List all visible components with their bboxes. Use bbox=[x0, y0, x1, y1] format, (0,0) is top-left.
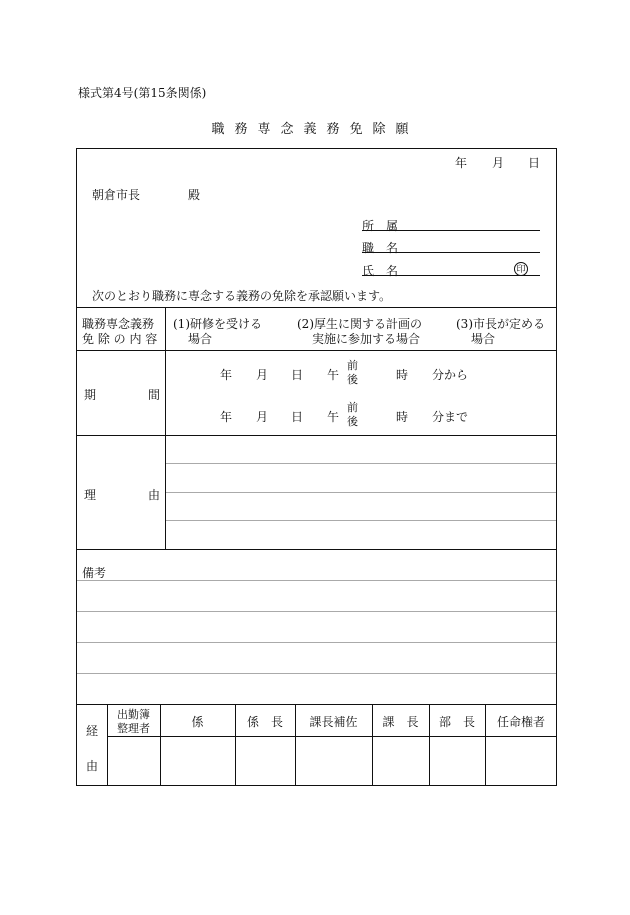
to-noon: 午 bbox=[327, 410, 340, 424]
position-label: 職 名 bbox=[362, 241, 399, 255]
name-field[interactable] bbox=[362, 275, 540, 276]
divider bbox=[76, 307, 557, 308]
signature-cell-department-head[interactable] bbox=[430, 737, 485, 785]
to-year: 年 bbox=[220, 410, 233, 424]
reason-line[interactable] bbox=[166, 463, 556, 464]
from-am[interactable]: 前 bbox=[347, 359, 358, 372]
reason-label-right: 由 bbox=[148, 488, 161, 502]
to-am[interactable]: 前 bbox=[347, 401, 358, 414]
affiliation-field[interactable] bbox=[362, 230, 540, 231]
addressee-honorific: 殿 bbox=[188, 188, 201, 202]
routing-header-staff: 係 bbox=[191, 715, 204, 729]
option-1-line2: 場合 bbox=[188, 332, 213, 346]
reason-line[interactable] bbox=[166, 492, 556, 493]
date-year: 年 bbox=[455, 156, 468, 170]
exemption-label-line2: 免 除 の 内 容 bbox=[82, 332, 158, 346]
signature-cell-staff[interactable] bbox=[161, 737, 235, 785]
page-title: 職務専念義務免除願 bbox=[211, 122, 419, 137]
position-field[interactable] bbox=[362, 252, 540, 253]
from-hour: 時 bbox=[396, 368, 409, 382]
to-day: 日 bbox=[291, 410, 304, 424]
from-pm[interactable]: 後 bbox=[347, 373, 358, 386]
reason-label-left: 理 bbox=[84, 488, 97, 502]
to-month: 月 bbox=[256, 410, 269, 424]
from-minute: 分から bbox=[432, 368, 469, 382]
signature-cell-assistant-manager[interactable] bbox=[296, 737, 372, 785]
from-year: 年 bbox=[220, 368, 233, 382]
divider bbox=[76, 549, 557, 550]
from-day: 日 bbox=[291, 368, 304, 382]
date-month: 月 bbox=[492, 156, 505, 170]
option-2-line2: 実施に参加する場合 bbox=[312, 332, 421, 346]
remarks-line[interactable] bbox=[77, 611, 556, 612]
addressee-name: 朝倉市長 bbox=[92, 188, 141, 202]
routing-header-department-head: 部 長 bbox=[438, 715, 475, 729]
signature-cell-attendance[interactable] bbox=[108, 737, 160, 785]
routing-header-appointing-authority: 任命権者 bbox=[496, 715, 545, 729]
exemption-label-line1: 職務専念義務 bbox=[82, 317, 155, 331]
remarks-line[interactable] bbox=[77, 642, 556, 643]
routing-header-attendance-line2: 整理者 bbox=[117, 722, 150, 735]
form-frame bbox=[76, 148, 557, 786]
divider bbox=[76, 435, 557, 436]
reason-line[interactable] bbox=[166, 520, 556, 521]
signature-cell-section-manager[interactable] bbox=[373, 737, 429, 785]
routing-header-chief: 係 長 bbox=[246, 715, 283, 729]
to-pm[interactable]: 後 bbox=[347, 415, 358, 428]
routing-label-bottom: 由 bbox=[86, 759, 99, 773]
name-label: 氏 名 bbox=[362, 264, 399, 278]
option-3-line1[interactable]: (3)市長が定める bbox=[456, 317, 545, 331]
option-2-line1[interactable]: (2)厚生に関する計画の bbox=[297, 317, 422, 331]
remarks-line[interactable] bbox=[77, 580, 556, 581]
request-text: 次のとおり職務に専念する義務の免除を承認願います。 bbox=[92, 289, 392, 303]
routing-header-assistant-manager: 課長補佐 bbox=[309, 715, 358, 729]
routing-header-attendance-line1: 出勤簿 bbox=[117, 708, 150, 721]
divider bbox=[76, 350, 557, 351]
form-number: 様式第4号(第15条関係) bbox=[78, 86, 207, 100]
routing-label-top: 経 bbox=[86, 724, 99, 738]
signature-cell-chief[interactable] bbox=[236, 737, 295, 785]
column-divider bbox=[165, 307, 166, 549]
option-1-line1[interactable]: (1)研修を受ける bbox=[173, 317, 262, 331]
date-day: 日 bbox=[528, 156, 541, 170]
remarks-line[interactable] bbox=[77, 673, 556, 674]
to-hour: 時 bbox=[396, 410, 409, 424]
to-minute: 分まで bbox=[432, 410, 469, 424]
affiliation-label: 所 属 bbox=[362, 219, 399, 233]
from-noon: 午 bbox=[327, 368, 340, 382]
routing-header-section-manager: 課 長 bbox=[382, 715, 419, 729]
option-3-line2: 場合 bbox=[471, 332, 496, 346]
period-label-right: 間 bbox=[148, 388, 161, 402]
from-month: 月 bbox=[256, 368, 269, 382]
period-label-left: 期 bbox=[84, 388, 97, 402]
signature-cell-appointing-authority[interactable] bbox=[486, 737, 556, 785]
seal-mark: 印 bbox=[514, 262, 528, 276]
remarks-label: 備考 bbox=[82, 566, 107, 580]
